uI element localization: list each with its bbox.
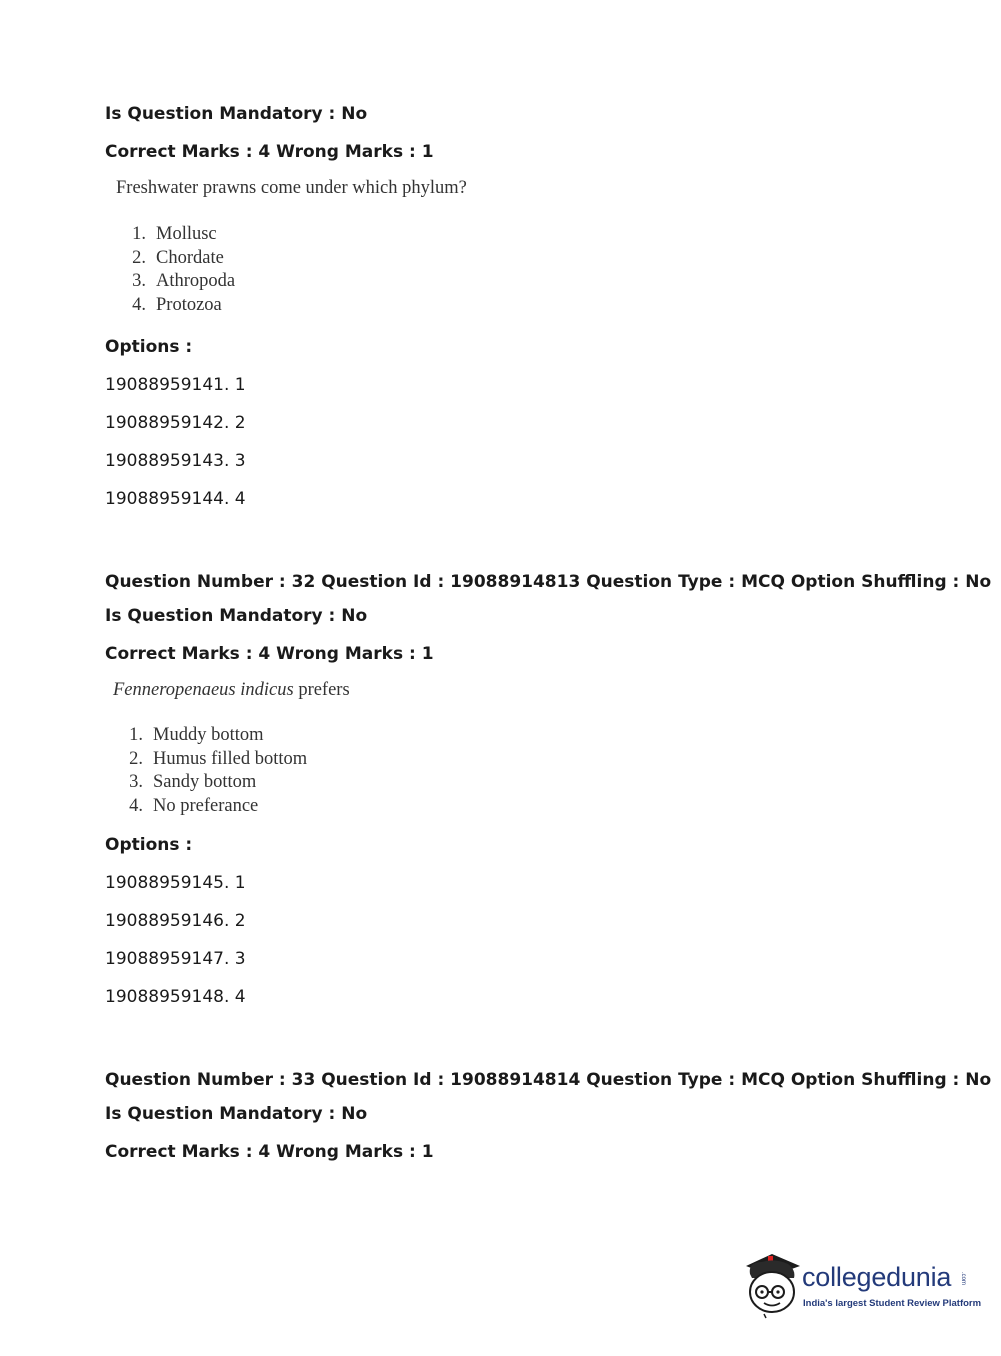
option-item: 19088959147. 3 (105, 949, 246, 969)
option-item: 19088959146. 2 (105, 911, 246, 931)
option-item: 19088959143. 3 (105, 451, 246, 471)
question-marks: Correct Marks : 4 Wrong Marks : 1 (105, 1142, 434, 1162)
question-mandatory: Is Question Mandatory : No (105, 606, 368, 626)
question-mandatory: Is Question Mandatory : No (105, 104, 368, 124)
options-label: Options : (105, 337, 193, 357)
logo-wordmark: collegedunia (802, 1262, 952, 1292)
species-name: Fenneropenaeus indicus (113, 680, 294, 700)
options-label: Options : (105, 835, 193, 855)
option-item: 19088959145. 1 (105, 873, 246, 893)
choice-list (116, 223, 467, 317)
question-stem: Fenneropenaeus indicus prefers (113, 680, 350, 700)
choice-item: 2. Chordate (132, 247, 224, 268)
question-marks: Correct Marks : 4 Wrong Marks : 1 (105, 142, 434, 162)
choice-list (113, 724, 350, 818)
logo-domain: .com (960, 1272, 966, 1286)
choice-item: 1. Mollusc (132, 224, 217, 244)
question-header: Question Number : 33 Question Id : 19088914814 Question Type : MCQ Option Shuffling : No (105, 1070, 992, 1090)
mascot-icon (740, 1248, 804, 1320)
option-item: 19088959148. 4 (105, 987, 246, 1007)
choice-item: 3. Sandy bottom (129, 772, 257, 792)
choice-item: 2. Humus filled bottom (129, 748, 308, 769)
option-item: 19088959141. 1 (105, 375, 246, 395)
collegedunia-logo (740, 1248, 982, 1320)
option-item: 19088959144. 4 (105, 489, 246, 509)
question-marks: Correct Marks : 4 Wrong Marks : 1 (105, 644, 434, 664)
choice-item: 4. No preferance (129, 795, 259, 816)
question-stem: Freshwater prawns come under which phylum? (116, 178, 467, 198)
question-text (104, 680, 350, 818)
choice-item: 3. Athropoda (132, 271, 236, 291)
logo-tagline: India's largest Student Review Platform (803, 1298, 982, 1309)
question-text (104, 178, 467, 317)
question-mandatory: Is Question Mandatory : No (105, 1104, 368, 1124)
choice-item: 1. Muddy bottom (129, 725, 264, 745)
choice-item: 4. Protozoa (132, 294, 222, 315)
option-item: 19088959142. 2 (105, 413, 246, 433)
question-header: Question Number : 32 Question Id : 19088914813 Question Type : MCQ Option Shuffling : No (105, 572, 992, 592)
